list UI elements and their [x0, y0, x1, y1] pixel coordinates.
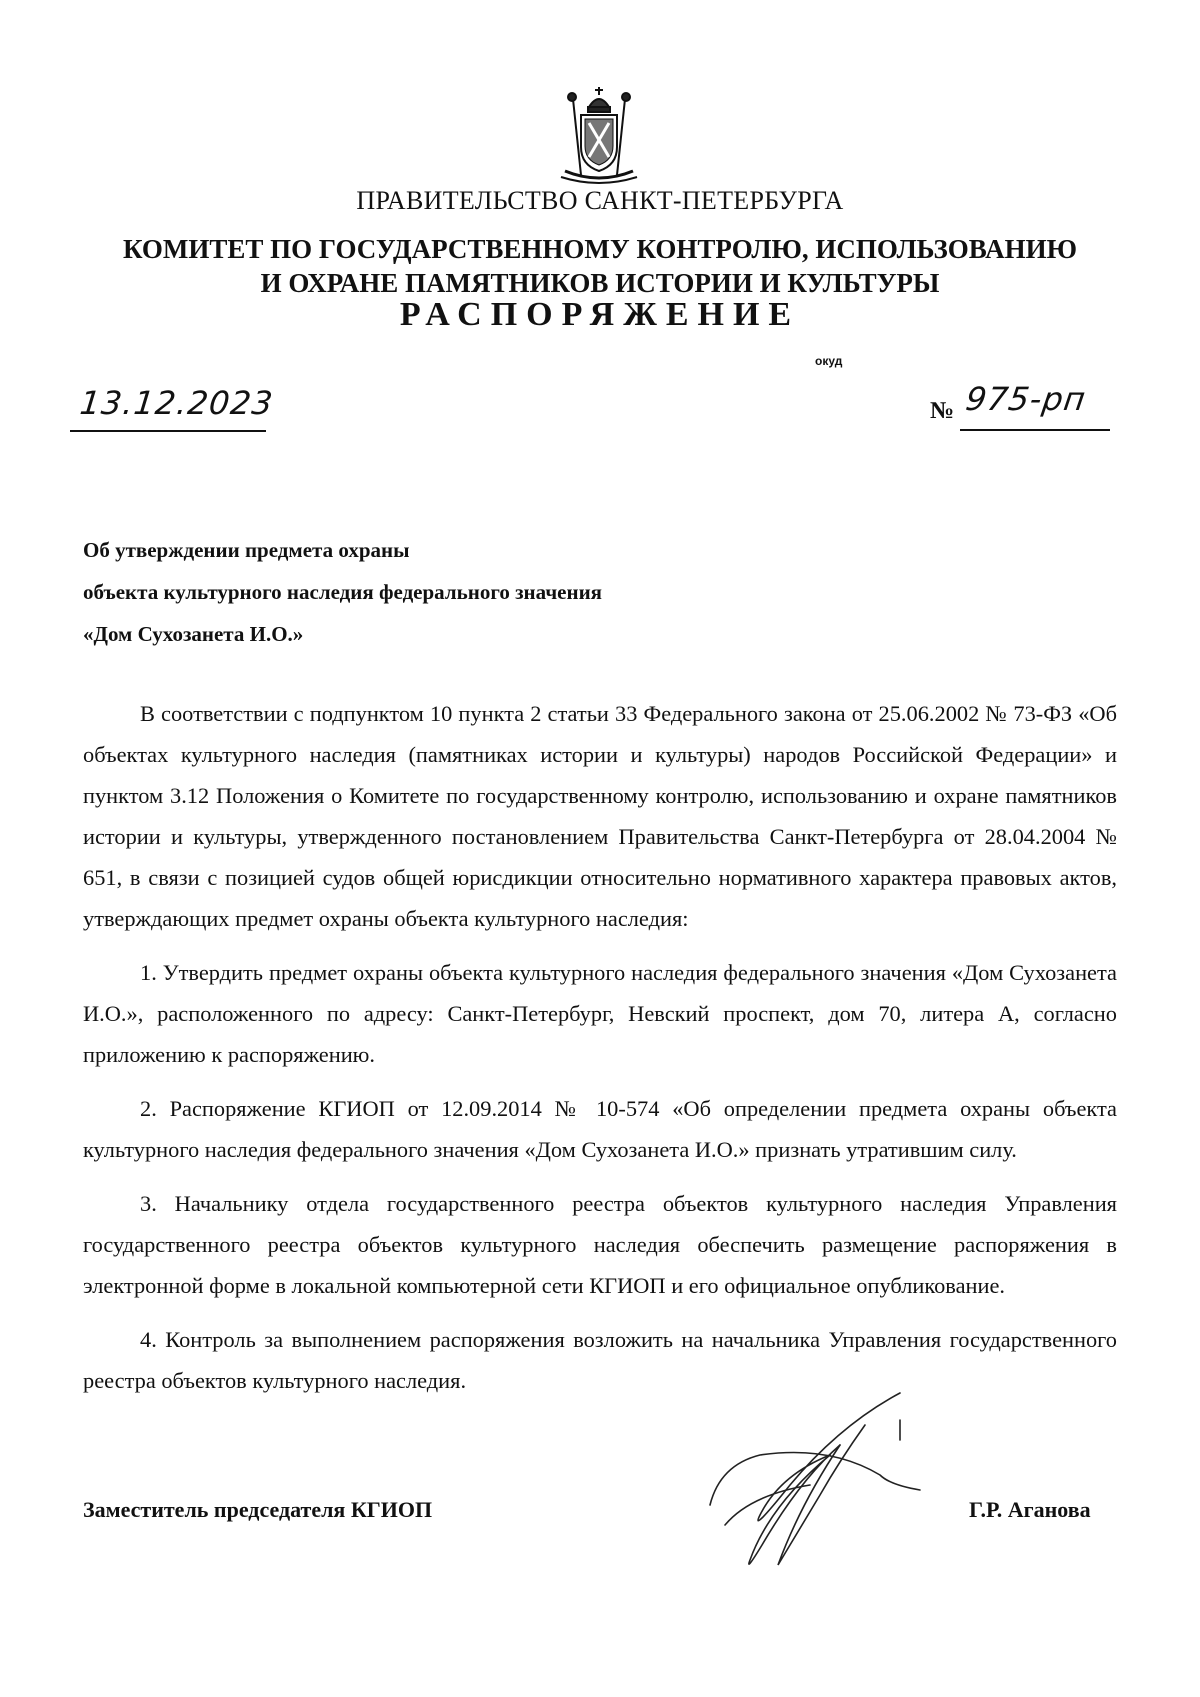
signatory-role: Заместитель председателя КГИОП	[83, 1497, 433, 1522]
handwritten-signature-icon	[690, 1385, 930, 1575]
document-number: 975-рп	[963, 380, 1089, 418]
preamble-paragraph: В соответствии с подпунктом 10 пункта 2 статьи 33 Федерального закона от 25.06.2002 № 73-ФЗ «Об объектах культурного наследия (памятниках истории и культуры) народов Российской Федерации» и пунктом 3.12 Положения о Комитете по государственному контролю, использованию и охране памятников истории и культуры, утвержденного постановлением Правительства Санкт-Петербурга от 28.04.2004 № 651, в связи с позицией судов общей юрисдикции относительно нормативного характера правовых актов, утверждающих предмет охраны объекта культурного наследия:	[83, 701, 1117, 931]
okud-label: окуд	[815, 354, 843, 368]
title-line-3: «Дом Сухозанета И.О.»	[83, 622, 304, 646]
item-1-paragraph: 1. Утвердить предмет охраны объекта культурного наследия федерального значения «Дом Сухозанета И.О.», расположенного по адресу: Санкт-Петербург, Невский проспект, дом 70, литера А, согласно приложению к распоряжению.	[83, 960, 1117, 1067]
date-field	[70, 384, 276, 432]
number-field	[960, 378, 1110, 431]
title-line-1: Об утверждении предмета охраны	[83, 538, 410, 562]
coat-of-arms-icon	[551, 85, 647, 185]
document-body	[83, 693, 1117, 1401]
document-title	[83, 529, 602, 655]
committee-line-1: КОМИТЕТ ПО ГОСУДАРСТВЕННОМУ КОНТРОЛЮ, ИСПОЛЬЗОВАНИЮ	[123, 234, 1077, 264]
document-date: 13.12.2023	[78, 384, 276, 422]
title-line-2: объекта культурного наследия федерального значения	[83, 580, 603, 604]
item-3-paragraph: 3. Начальнику отдела государственного реестра объектов культурного наследия Управления государственного реестра объектов культурного наследия обеспечить размещение распоряжения в электронной форме в локальной компьютерной сети КГИОП и его официальное опубликование.	[83, 1191, 1117, 1298]
document-type: РАСПОРЯЖЕНИЕ	[399, 296, 801, 333]
signatory-name: Г.Р. Аганова	[969, 1497, 1091, 1522]
item-2-paragraph: 2. Распоряжение КГИОП от 12.09.2014 № 10-574 «Об определении предмета охраны объекта культурного наследия федерального значения «Дом Сухозанета И.О.» признать утратившим силу.	[83, 1096, 1117, 1162]
committee-line-2: И ОХРАНЕ ПАМЯТНИКОВ ИСТОРИИ И КУЛЬТУРЫ	[260, 268, 940, 298]
number-label: №	[930, 398, 955, 424]
item-4-paragraph: 4. Контроль за выполнением распоряжения возложить на начальника Управления государственного реестра объектов культурного наследия.	[83, 1327, 1117, 1393]
government-name: ПРАВИТЕЛЬСТВО САНКТ-ПЕТЕРБУРГА	[356, 186, 844, 215]
committee-name	[0, 232, 1200, 300]
